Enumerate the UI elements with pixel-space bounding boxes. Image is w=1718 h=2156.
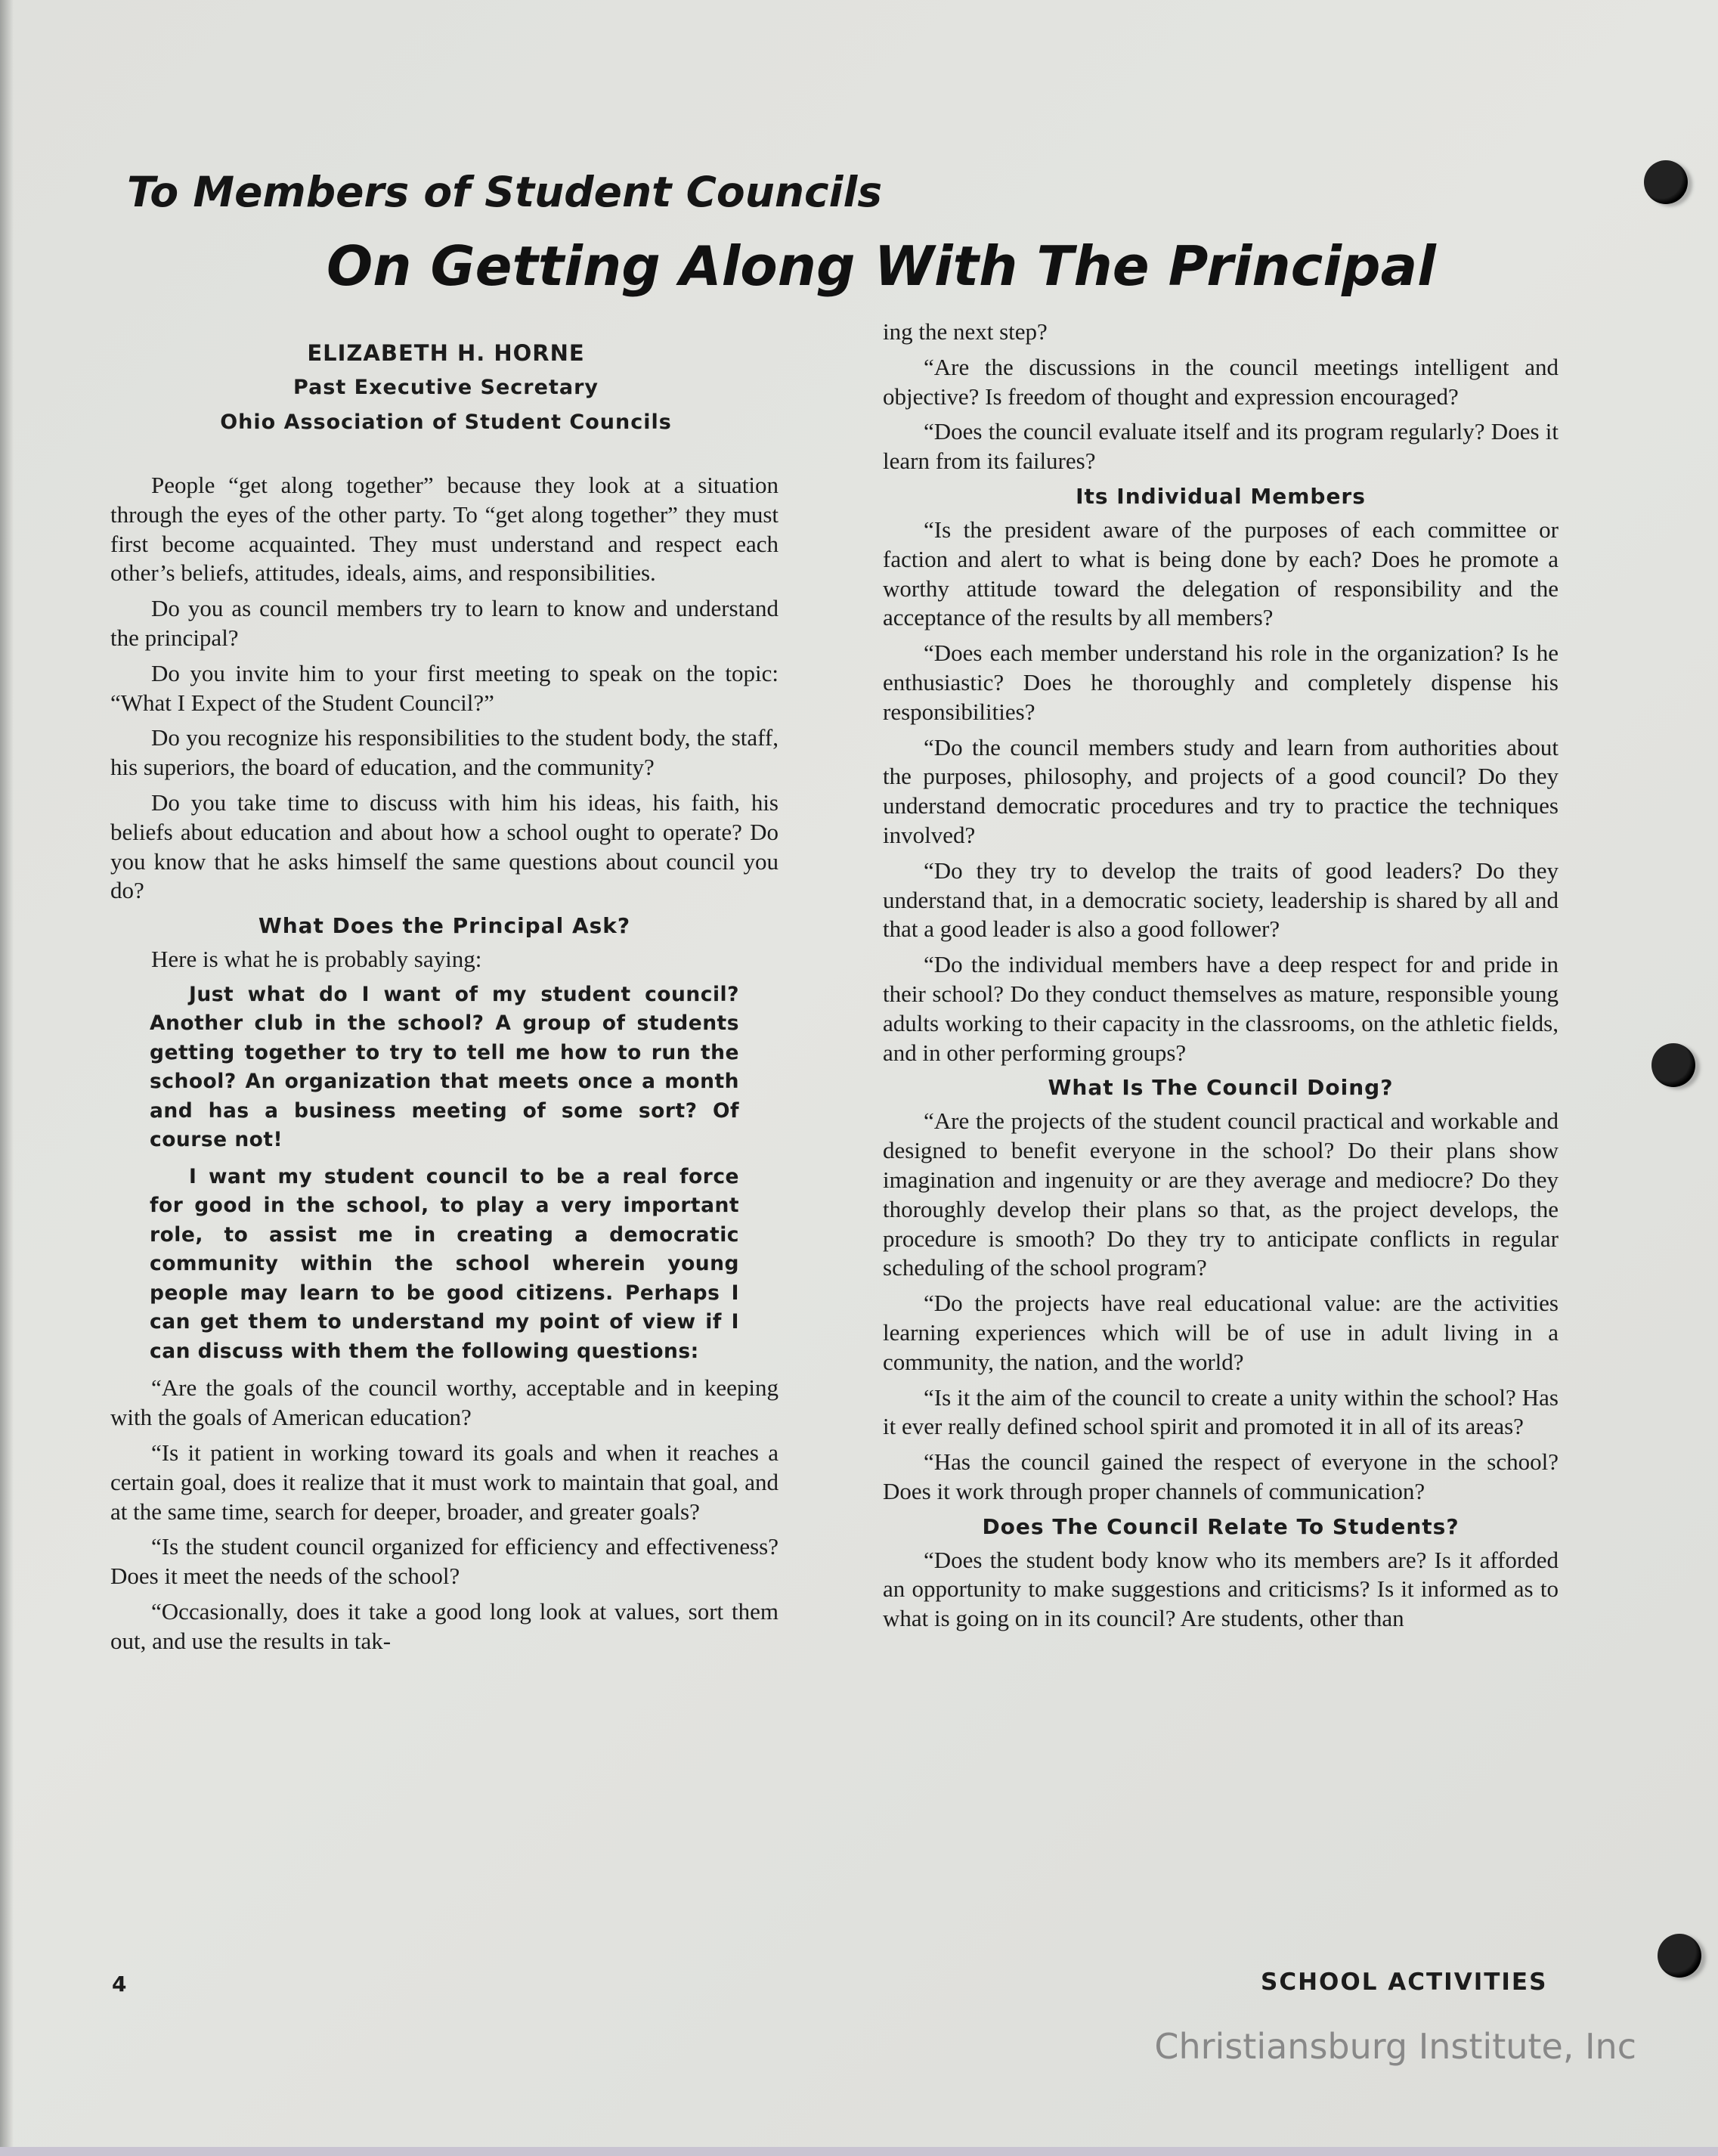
body-paragraph: “Do the council members study and learn from authorities about the purposes, philosophy, and projects of a good council? Do they understand democratic procedures and try to practice the techniques involved? (883, 733, 1559, 848)
page-edge-shadow (0, 0, 14, 2156)
body-paragraph: People “get along together” because they look at a situation through the eyes of the other party. To “get along together” they must first become acquainted. They must understand and respect each other’s beliefs, attitudes, ideals, aims, and responsibilities. (110, 472, 779, 587)
body-paragraph: “Are the goals of the council worthy, acceptable and in keeping with the goals of American education? (110, 1374, 779, 1431)
principal-quote: I want my student council to be a real force for good in the school, to play a very important role, to assist me in creating a democratic community within the school wherein young people may learn to be good citizens. Perhaps I can get them to understand my point of view if I can discuss with them the following questions: (150, 1164, 739, 1363)
body-paragraph: “Does each member understand his role in the organization? Is he enthusiastic? Does he thoroughly and completely dispense his responsibilities? (883, 640, 1559, 725)
page-number: 4 (112, 1972, 127, 1996)
left-column (110, 471, 779, 1662)
body-paragraph: “Do they try to develop the traits of good leaders? Do they understand that, in a democratic society, leadership is shared by all and that a good leader is also a good follower? (883, 857, 1559, 943)
body-paragraph: Do you recognize his responsibilities to the student body, the staff, his superiors, the board of education, and the community? (110, 724, 779, 781)
author-organization: Ohio Association of Student Councils (220, 410, 672, 434)
body-paragraph: Do you invite him to your first meeting to speak on the topic: “What I Expect of the Student Council?” (110, 659, 779, 716)
body-paragraph: “Do the individual members have a deep respect for and pride in their school? Do they conduct themselves as mature, responsible young adults working to their capacity in the classrooms, on the athletic fields, and in other performing groups? (883, 951, 1559, 1066)
scan-bottom-strip (0, 2147, 1718, 2156)
section-heading: Does The Council Relate To Students? (982, 1513, 1460, 1539)
body-paragraph: Do you take time to discuss with him his ideas, his faith, his beliefs about education and about how a school ought to operate? Do you know that he asks himself the same questions about council you do? (110, 788, 779, 904)
body-paragraph: Here is what he is probably saying: (151, 946, 482, 973)
punch-hole-top (1644, 160, 1688, 204)
body-paragraph: “Does the council evaluate itself and its program regularly? Does it learn from its failures? (883, 418, 1559, 475)
punch-hole-bottom (1658, 1934, 1701, 1978)
article-kicker: To Members of Student Councils (127, 168, 883, 216)
right-column (883, 318, 1559, 1640)
body-paragraph: “Are the projects of the student council practical and workable and designed to benefit everyone in the school? Do their plans show imagination and ingenuity or are they average and mediocre? Do they thoroughly develop their plans so that, as the project develops, the procedure is smooth? Do they try to anticipate conflicts in regular scheduling of the school program? (883, 1107, 1559, 1281)
body-paragraph: “Is it patient in working toward its goals and when it reaches a certain goal, does it realize that it must work to maintain that goal, and at the same time, search for deeper, broader, and greater goals? (110, 1439, 779, 1525)
body-paragraph: “Does the student body know who its members are? Is it afforded an opportunity to make suggestions and criticisms? Is it informed as to what is going on in its council? Are students, other than (883, 1546, 1559, 1632)
body-paragraph: ing the next step? (883, 318, 1048, 345)
body-paragraph: “Is the student council organized for efficiency and effectiveness? Does it meet the needs of the school? (110, 1533, 779, 1590)
section-heading: Its Individual Members (1076, 483, 1366, 509)
author-name: ELIZABETH H. HORNE (307, 340, 585, 366)
magazine-name: SCHOOL ACTIVITIES (1261, 1969, 1548, 1996)
body-paragraph: “Do the projects have real educational value: are the activities learning experiences which will be of use in adult living in a community, the nation, and the world? (883, 1290, 1559, 1375)
watermark: Christiansburg Institute, Inc (1154, 2026, 1636, 2067)
body-paragraph: Do you as council members try to learn to know and understand the principal? (110, 595, 779, 651)
article-headline: On Getting Along With The Principal (327, 234, 1436, 298)
body-paragraph: “Occasionally, does it take a good long look at values, sort them out, and use the results in tak- (110, 1598, 779, 1654)
section-heading: What Does the Principal Ask? (258, 913, 631, 939)
body-paragraph: “Is it the aim of the council to create a unity within the school? Has it ever really defined school spirit and promoted it in all of its areas? (883, 1383, 1559, 1440)
author-role: Past Executive Secretary (293, 376, 599, 399)
punch-hole-middle (1651, 1043, 1695, 1087)
principal-quote: Just what do I want of my student council? Another club in the school? A group of students getting together to try to tell me how to run the school? An organization that meets once a month and has a business meeting of some sort? Of course not! (150, 982, 739, 1152)
section-heading: What Is The Council Doing? (1048, 1075, 1394, 1101)
body-paragraph: “Has the council gained the respect of everyone in the school? Does it work through proper channels of communication? (883, 1448, 1559, 1504)
body-paragraph: “Are the discussions in the council meetings intelligent and objective? Is freedom of thought and expression encouraged? (883, 353, 1559, 410)
body-paragraph: “Is the president aware of the purposes of each committee or faction and alert to what is being done by each? Does he promote a worthy attitude toward the delegation of responsibility and the acceptance of the results by all members? (883, 516, 1559, 631)
